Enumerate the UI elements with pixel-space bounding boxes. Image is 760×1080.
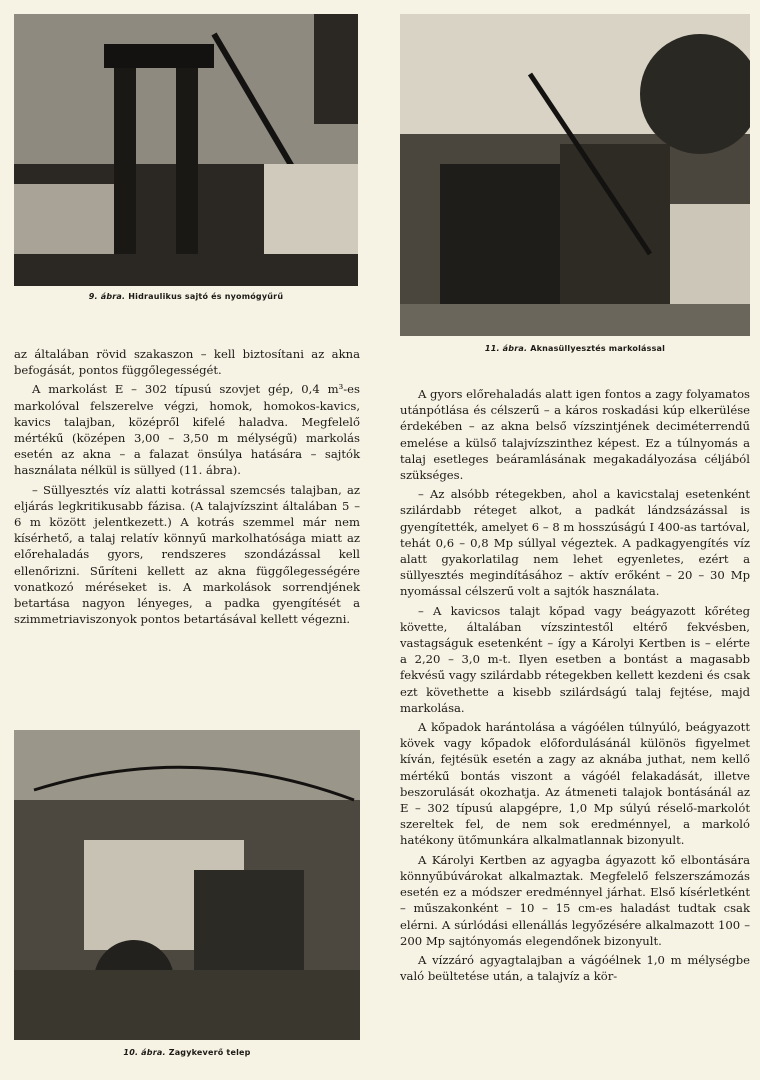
figure-10-title: Zagykeverő telep: [168, 1048, 251, 1057]
left-column-text: [14, 346, 360, 630]
figure-9-title: Hidraulikus sajtó és nyomógyűrű: [128, 292, 284, 301]
figure-9-photo: [14, 14, 358, 286]
right-paragraph-5: A Károlyi Kertben az agyagba ágyazott kő elbontására könnyűbúvárokat alkalmaztak. Megfelelő felszerszámozás esetén ez a módszer eredménnyel járhat. Első kísérletként – műszakonként – 10 – 15 cm-es haladást tudtak csak elérni. A súrlódási ellenállás legyőzésére alkalmazott 100 – 200 Mp sajtónyomás elegendőnek bizonyult.: [400, 852, 750, 948]
right-paragraph-2: – Az alsóbb rétegekben, ahol a kavicstalaj esetenként szilárdabb réteget alkot, a padkát lándzsázással is gyengítették, amelyet 6 – 8 m hosszúságú I 400-as tartóval, tehát 0,6 – 0,8 Mp súllyal végeztek. A padkagyengítés víz alatt gyakorlatilag nem lehet egyenletes, ezért a süllyesztés megindításához – aktív erőként – 20 – 30 Mp nyomással célszerű volt a sajtók használata.: [400, 487, 750, 599]
left-paragraph-1: az általában rövid szakaszon – kell biztosítani az akna befogását, pontos függőlegességét.: [14, 347, 360, 378]
figure-10-caption: [14, 1048, 360, 1057]
figure-9-caption: [14, 292, 358, 301]
figure-11-caption: [400, 344, 750, 353]
right-paragraph-3: – A kavicsos talajt kőpad vagy beágyazott kőréteg követte, általában vízszintestől eltérő fekvésben, vastagságuk esetenként – így a Károlyi Kertben is – elérte a 2,20 – 3,0 m-t. Ilyen esetben a bontást a magasabb fekvésű vagy szilárdabb rétegekben kellett kezdeni és csak ezt követhette a kisebb szilárdságú talaj fejtése, majd markolása.: [400, 603, 750, 715]
figure-11-number: 11. ábra.: [484, 344, 528, 353]
left-paragraph-2: A markolást E – 302 típusú szovjet gép, 0,4 m³-es markolóval felszerelve végzi, homok, homokos-kavics, kavics talajban, középről kifelé haladva. Megfelelő mértékű (középen 3,00 – 3,50 m mélységű) markolás esetén az akna – a falazat önsúlya hatására – sajtók használata nélkül is süllyed (11. ábra).: [14, 382, 360, 478]
figure-10-photo: [14, 730, 360, 1040]
left-paragraph-3: – Süllyesztés víz alatti kotrással szemcsés talajban, az eljárás legkritikusabb fázisa. (A talajvízszint általában 5 – 6 m között jelentkezett.) A kotrás szemmel már nem kísérhető, a talaj relatív könnyű markolhatósága miatt az előrehaladás gyors, rendszeres szondázással kell ellenőrizni. Sűríteni kellett az akna függőlegességére vonatkozó méréseket is. A markolások sorrendjének betartása nagyon lényeges, a padka gyengítését a szimmetriaviszonyok pontos betartásával kellett végezni.: [14, 482, 360, 627]
figure-11-title: Aknasüllyesztés markolással: [530, 344, 666, 353]
figure-9-number: 9. ábra.: [88, 292, 126, 301]
figure-10-number: 10. ábra.: [123, 1048, 166, 1057]
figure-11-photo: [400, 14, 750, 336]
right-paragraph-6: A vízzáró agyagtalajban a vágóélnek 1,0 m mélységbe való beültetése után, a talajvíz a kör-: [400, 952, 750, 984]
right-paragraph-1: A gyors előrehaladás alatt igen fontos a zagy folyamatos utánpótlása és célszerű – a káros roskadási kúp elkerülése érdekében – az akna belső vízszintjének deciméterrendű emelése a külső talajvízszinthez képest. Ez a túlnyomás a talaj esetleges beáramlásának megakadályozása céljából szükséges.: [400, 387, 751, 483]
right-paragraph-4: A kőpadok harántolása a vágóélen túlnyúló, beágyazott kövek vagy kőpadok előfordulásánál különös figyelmet kíván, fejtésük esetén a zagy az aknába juthat, nem kellő mértékű bontás viszont a vágóél felakadását, illetve beszorulását okozhatja. Az átmeneti talajok bontásánál az E – 302 típusú alapgépre, 1,0 Mp súlyú réselő-markolót szereltek fel, de nem sok eredménnyel, a markoló hatékony ütőmunkára alkalmatlannak bizonyult.: [400, 720, 750, 848]
right-column-text: [400, 386, 750, 987]
